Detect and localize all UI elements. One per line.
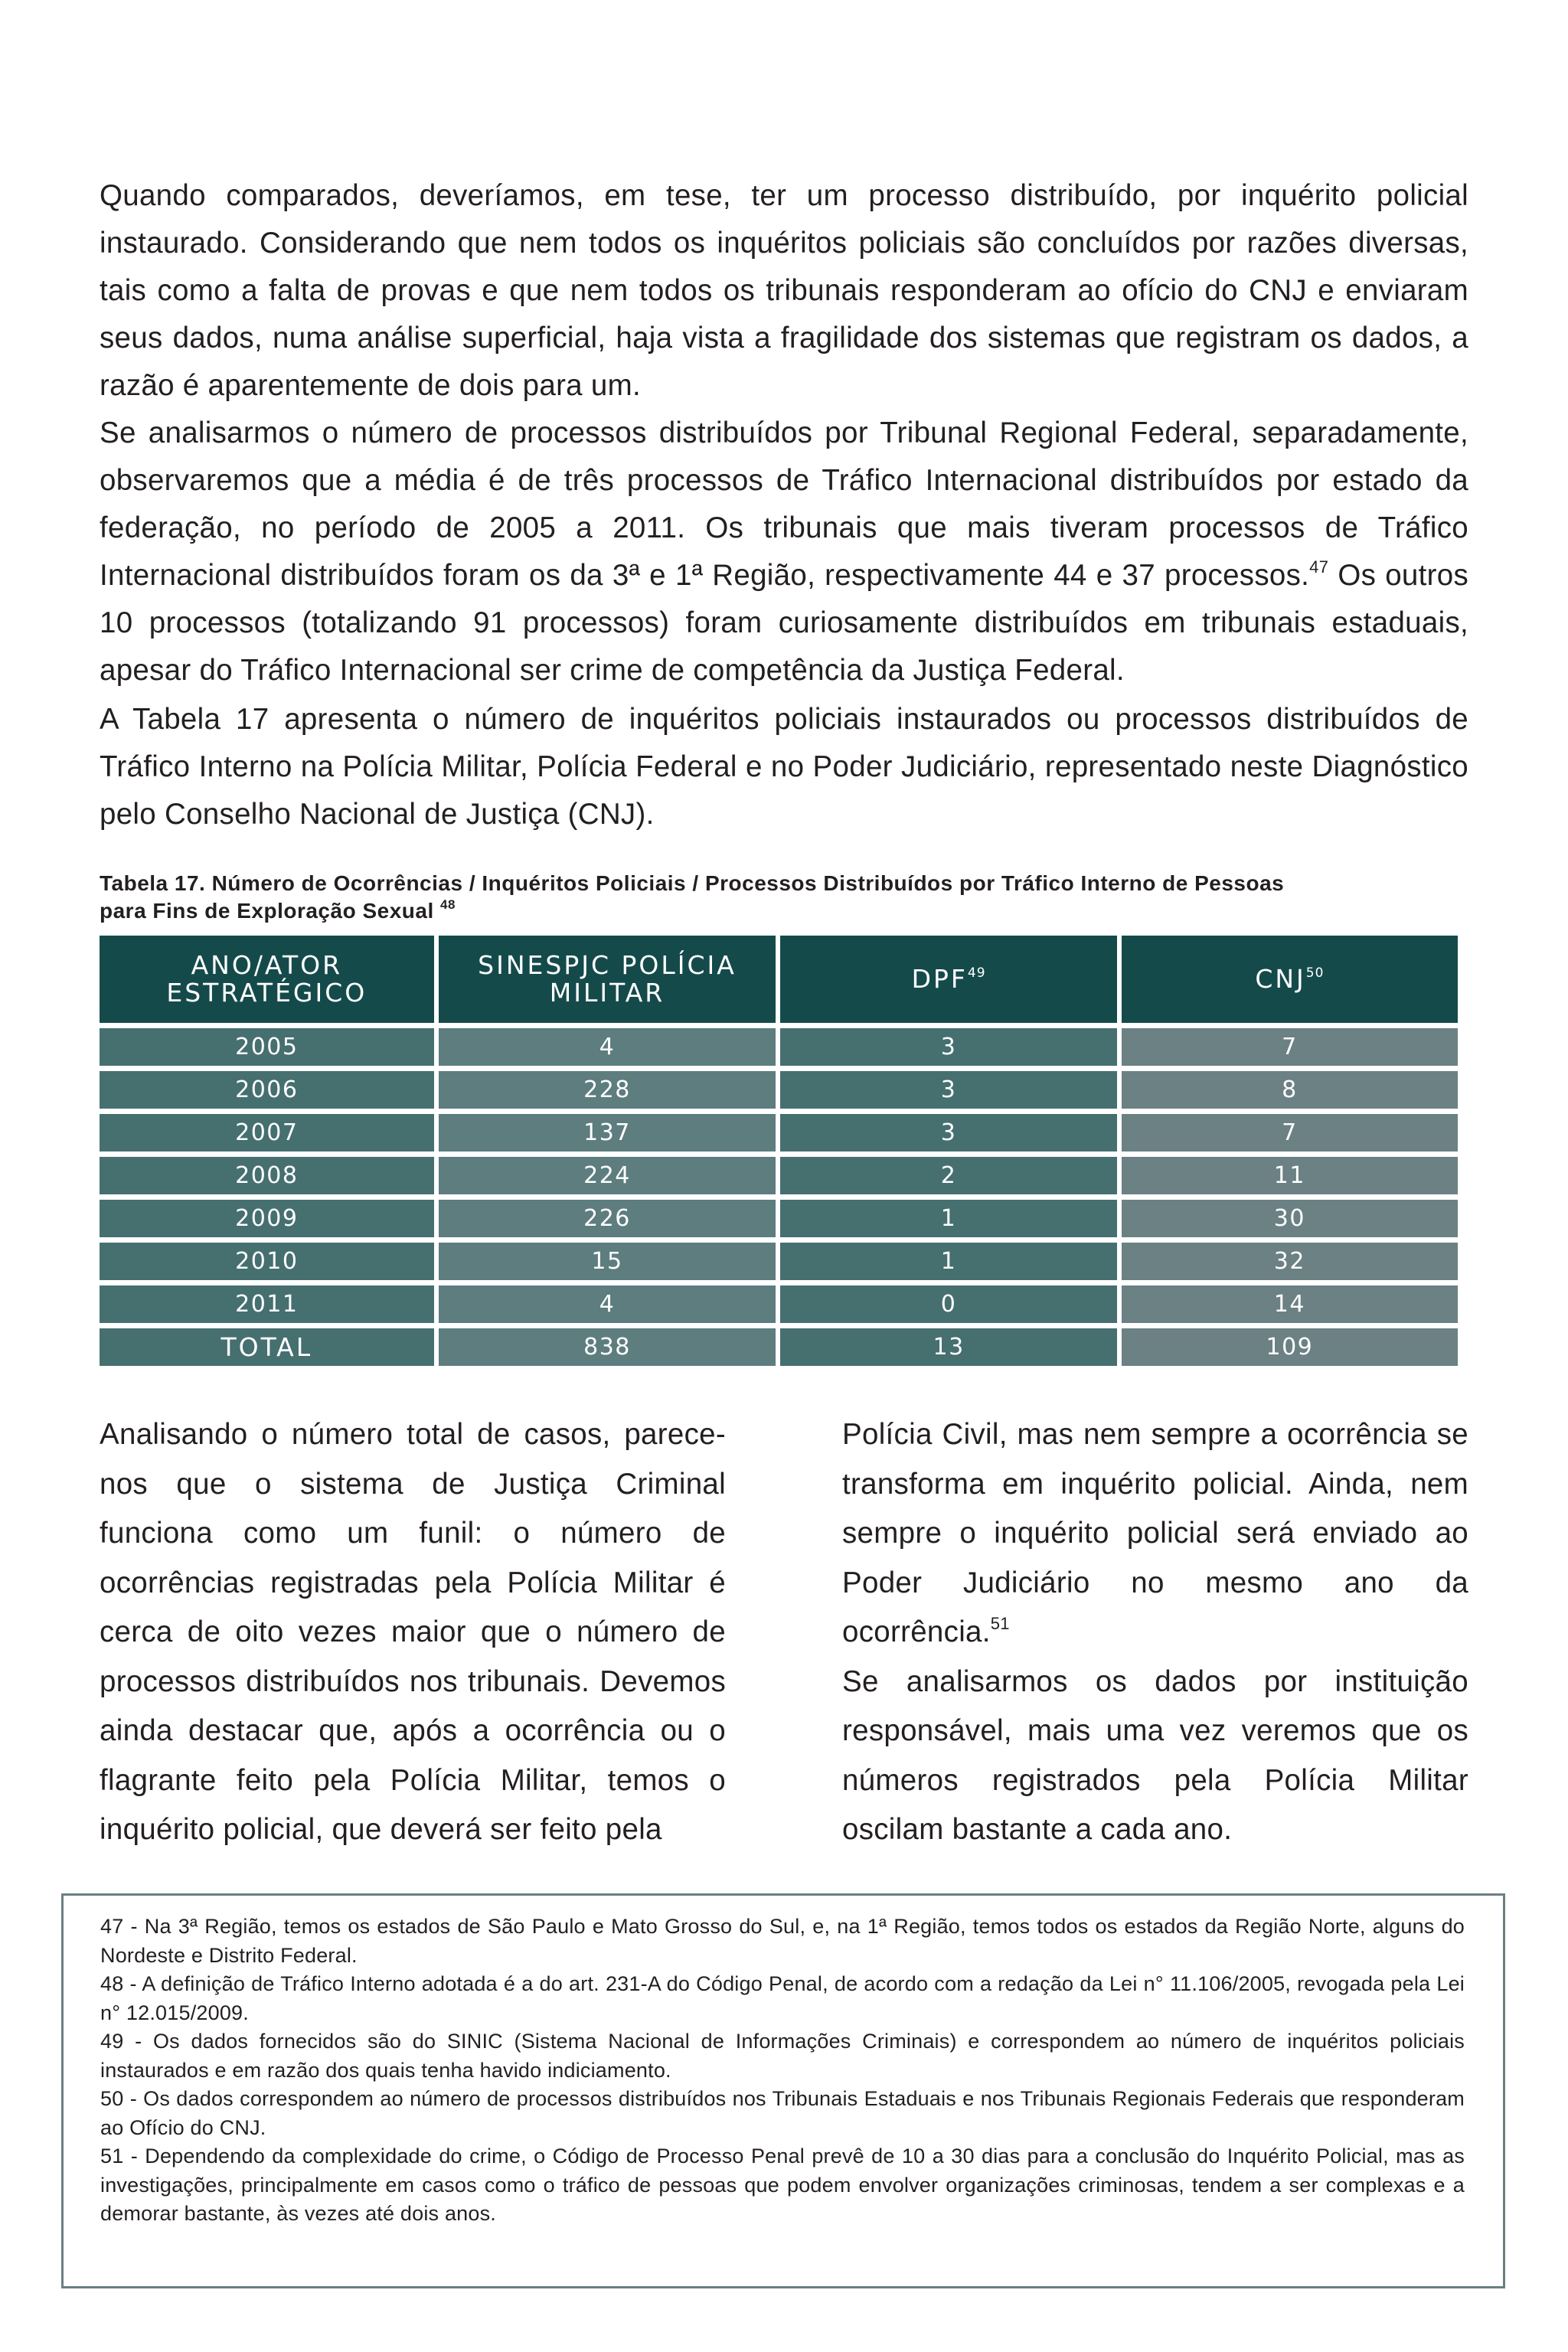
table-header-row (100, 936, 1458, 1023)
cell-pm: 4 (439, 1285, 776, 1323)
cell-pm: 4 (439, 1028, 776, 1066)
cell-dpf: 1 (780, 1243, 1116, 1280)
table-caption-line2: para Fins de Exploração Sexual (100, 899, 434, 923)
footnote-49: 49 - Os dados fornecidos são do SINIC (Sistema Nacional de Informações Criminais) e correspondem ao número de inquéritos policiais instaurados e em razão dos quais tenha havido indiciamento. (100, 2030, 1465, 2082)
cell-cnj: 14 (1122, 1285, 1458, 1323)
footnote-51: 51 - Dependendo da complexidade do crime, o Código de Processo Penal prevê de 10 a 30 dias para a conclusão do Inquérito Policial, mas as investigações, principalmente em casos como o tráfico de pessoas que podem envolver organizações criminosas, tendem a ser complexas e a demorar bastante, às vezes até dois anos. (100, 2145, 1465, 2225)
cell-dpf: 0 (780, 1285, 1116, 1323)
data-table (95, 930, 1462, 1371)
analysis-right-p1: Polícia Civil, mas nem sempre a ocorrência se transforma em inquérito policial. Ainda, nem sempre o inquérito policial será enviado ao Poder Judiciário no mesmo ano da ocorrência.$^{51}$ (842, 1418, 1468, 1648)
cell-total-dpf: 13 (780, 1328, 1116, 1366)
cell-pm: 15 (439, 1243, 776, 1280)
cell-cnj: 7 (1122, 1114, 1458, 1152)
table-total-row (100, 1328, 1458, 1366)
table-row (100, 1243, 1458, 1280)
table-caption-line1: Tabela 17. Número de Ocorrências / Inquéritos Policiais / Processos Distribuídos por Tráfico Interno de Pessoas (100, 871, 1285, 895)
analysis-columns (100, 1410, 1468, 1855)
cell-cnj: 32 (1122, 1243, 1458, 1280)
footnote-ref-48[interactable]: 48 (440, 897, 456, 912)
footnote-ref-51[interactable]: 51 (990, 1614, 1010, 1633)
table-row (100, 1071, 1458, 1109)
cell-dpf: 3 (780, 1071, 1116, 1109)
cell-total-cnj: 109 (1122, 1328, 1458, 1366)
analysis-left-column (100, 1410, 726, 1855)
analysis-right-column (842, 1410, 1468, 1855)
table-caption (100, 870, 1468, 925)
table-row (100, 1114, 1458, 1152)
footnote-48: 48 - A definição de Tráfico Interno adotada é a do art. 231-A do Código Penal, de acordo com a redação da Lei n° 11.106/2005, revogada pela Lei n° 12.015/2009. (100, 1972, 1465, 2024)
header-dpf: DPF$^{49}$ (780, 936, 1116, 1023)
analysis-left-text: Analisando o número total de casos, parece-nos que o sistema de Justiça Criminal funciona como um funil: o número de ocorrências registradas pela Polícia Militar é cerca de oito vezes maior que o número de processos distribuídos nos tribunais. Devemos ainda destacar que, após a ocorrência ou o flagrante feito pela Polícia Militar, temos o inquérito policial, que deverá ser feito pela (100, 1418, 726, 1846)
cell-cnj: 11 (1122, 1157, 1458, 1194)
table-row (100, 1028, 1458, 1066)
header-year: ANO/ATOR ESTRATÉGICO (100, 936, 434, 1023)
cell-cnj: 8 (1122, 1071, 1458, 1109)
cell-total-pm: 838 (439, 1328, 776, 1366)
header-cnj: CNJ$^{50}$ (1122, 936, 1458, 1023)
cell-cnj: 7 (1122, 1028, 1458, 1066)
cell-pm: 228 (439, 1071, 776, 1109)
table-row (100, 1157, 1458, 1194)
footnote-ref-47[interactable]: 47 (1309, 557, 1329, 577)
paragraph-table-intro: A Tabela 17 apresenta o número de inquéritos policiais instaurados ou processos distribuídos de Tráfico Interno na Polícia Militar, Polícia Federal e no Poder Judiciário, representado neste Diagnóstico pelo Conselho Nacional de Justiça (CNJ). (100, 703, 1468, 831)
table-row (100, 1285, 1458, 1323)
footnotes-box (61, 1893, 1505, 2288)
cell-year: 2008 (100, 1157, 434, 1194)
paragraph-ratio: Quando comparados, deveríamos, em tese, ter um processo distribuído, por inquérito policial instaurado. Considerando que nem todos os inquéritos policiais são concluídos por razões diversas, tais como a falta de provas e que nem todos os tribunais responderam ao ofício do CNJ e enviaram seus dados, numa análise superficial, haja vista a fragilidade dos sistemas que registram os dados, a razão é aparentemente de dois para um. (100, 179, 1468, 402)
cell-total-label: TOTAL (100, 1328, 434, 1366)
cell-year: 2010 (100, 1243, 434, 1280)
cell-year: 2009 (100, 1200, 434, 1237)
paragraph-trf-part2: Os outros 10 processos (totalizando 91 processos) foram curiosamente distribuídos em tribunais estaduais, apesar do Tráfico Internacional ser crime de competência da Justiça Federal. (100, 559, 1469, 687)
intro-text (100, 172, 1468, 838)
cell-dpf: 1 (780, 1200, 1116, 1237)
paragraph-trf (100, 410, 1468, 694)
footnote-ref-50[interactable]: 50 (1305, 965, 1325, 981)
analysis-right-p2: Se analisarmos os dados por instituição responsável, mais uma vez veremos que os números registrados pela Polícia Militar oscilam bastante a cada ano. (842, 1664, 1468, 1846)
footnote-50: 50 - Os dados correspondem ao número de processos distribuídos nos Tribunais Estaduais e nos Tribunais Regionais Federais que responderam ao Ofício do CNJ. (100, 2087, 1465, 2139)
cell-year: 2006 (100, 1071, 434, 1109)
cell-year: 2011 (100, 1285, 434, 1323)
cell-cnj: 30 (1122, 1200, 1458, 1237)
cell-year: 2005 (100, 1028, 434, 1066)
header-sinespjc: SINESPJC POLÍCIA MILITAR (439, 936, 776, 1023)
cell-dpf: 2 (780, 1157, 1116, 1194)
footnote-47: 47 - Na 3ª Região, temos os estados de São Paulo e Mato Grosso do Sul, e, na 1ª Região, temos todos os estados da Região Norte, alguns do Nordeste e Distrito Federal. (100, 1915, 1465, 1967)
cell-pm: 137 (439, 1114, 776, 1152)
paragraph-trf-part1: Se analisarmos o número de processos distribuídos por Tribunal Regional Federal, separadamente, observaremos que a média é de três processos de Tráfico Internacional distribuídos por estado da federação, no período de 2005 a 2011. Os tribunais que mais tiveram processos de Tráfico Internacional distribuídos foram os da 3ª e 1ª Região, respectivamente 44 e 37 processos. (100, 416, 1468, 592)
footnote-ref-49[interactable]: 49 (967, 965, 986, 981)
cell-year: 2007 (100, 1114, 434, 1152)
cell-pm: 226 (439, 1200, 776, 1237)
table-row (100, 1200, 1458, 1237)
cell-dpf: 3 (780, 1028, 1116, 1066)
cell-pm: 224 (439, 1157, 776, 1194)
cell-dpf: 3 (780, 1114, 1116, 1152)
